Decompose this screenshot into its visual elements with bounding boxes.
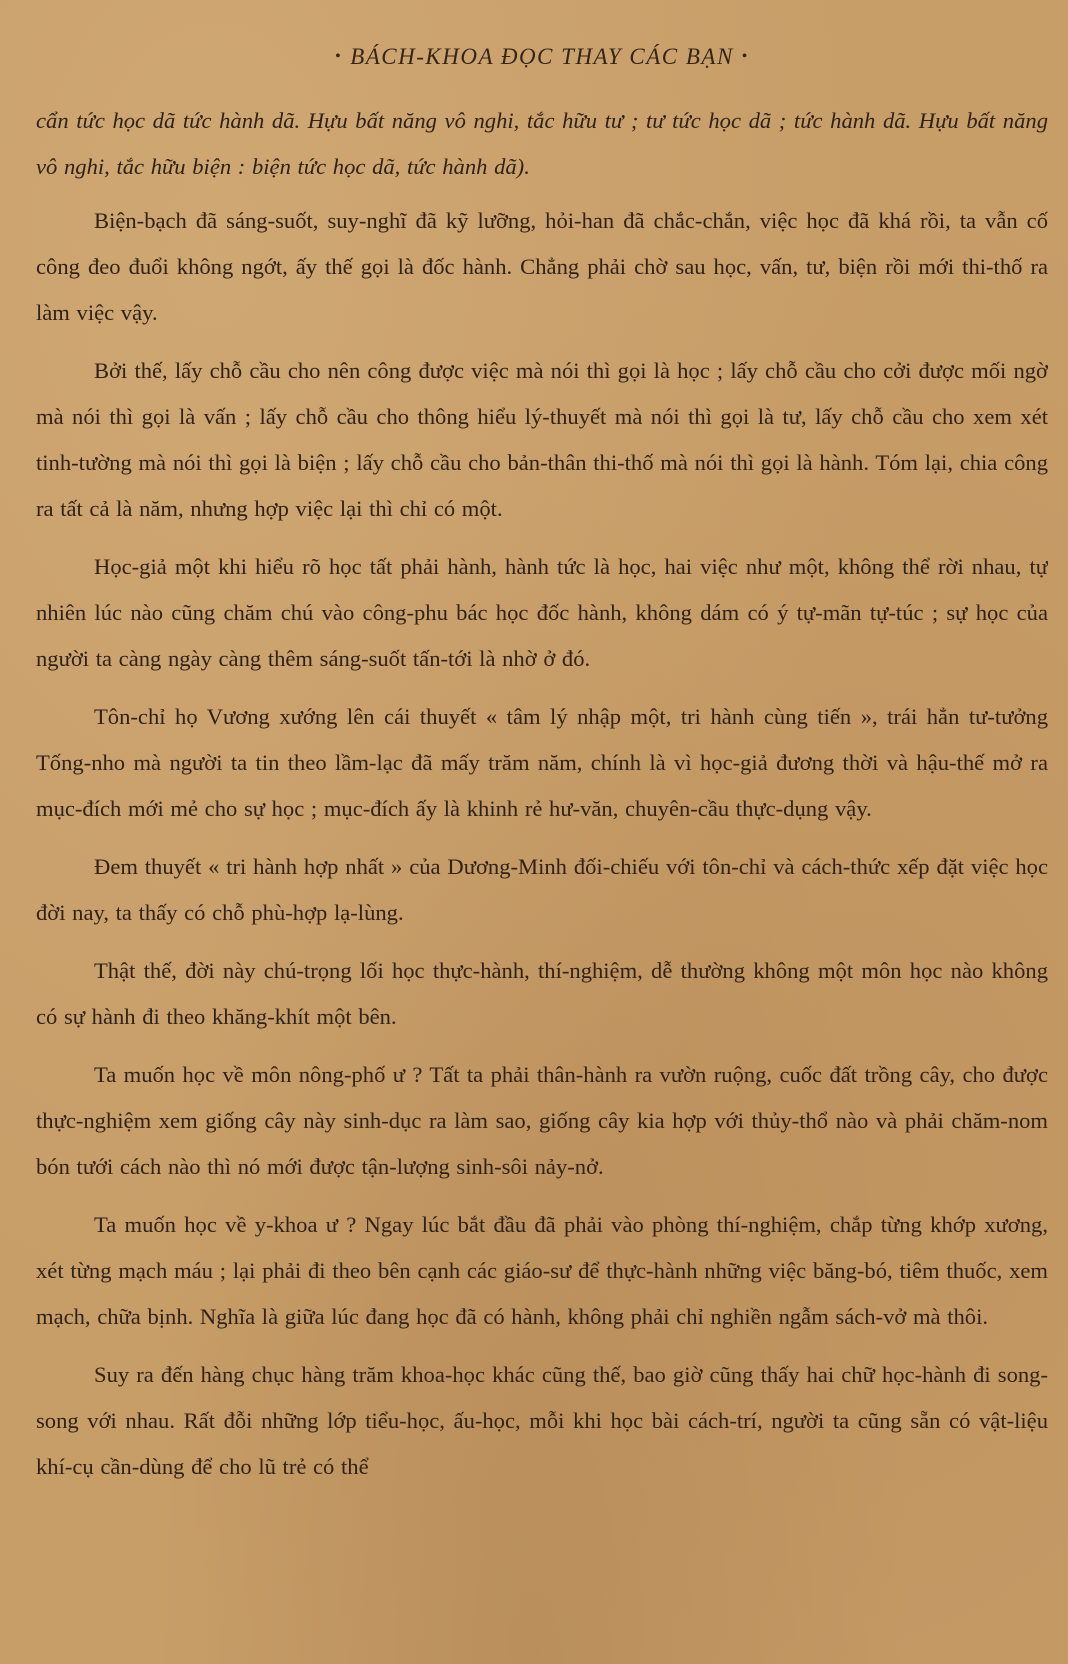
paragraph: Học-giả một khi hiểu rõ học tất phải hành, hành tức là học, hai việc như một, không thể rời nhau, tự nhiên lúc nào cũng chăm chú vào công-phu bác học đốc hành, không dám có ý tự-mãn tự-túc ; sự học của người ta càng ngày càng thêm sáng-suốt tấn-tới là nhờ ở đó. xyxy=(36,554,1048,671)
body-text xyxy=(36,98,1048,1490)
paragraph: Suy ra đến hàng chục hàng trăm khoa-học khác cũng thế, bao giờ cũng thấy hai chữ học-hành đi song-song với nhau. Rất đỗi những lớp tiểu-học, ấu-học, mỗi khi học bài cách-trí, người ta cũng sẵn có vật-liệu khí-cụ cần-dùng để cho lũ trẻ có thể xyxy=(36,1362,1048,1479)
paragraph: Tôn-chỉ họ Vương xướng lên cái thuyết « tâm lý nhập một, tri hành cùng tiến », trái hẳn tư-tưởng Tống-nho mà người ta tin theo lầm-lạc đã mấy trăm năm, chính là vì học-giả đương thời và hậu-thế mở ra mục-đích mới mẻ cho sự học ; mục-đích ấy là khinh rẻ hư-văn, chuyên-cầu thực-dụng vậy. xyxy=(36,704,1048,821)
paragraph: Thật thế, đời này chú-trọng lối học thực-hành, thí-nghiệm, dễ thường không một môn học nào không có sự hành đi theo khăng-khít một bên. xyxy=(36,958,1048,1029)
paragraph-quote-continuation: cẩn tức học dã tức hành dã. Hựu bất năng vô nghi, tắc hữu tư ; tư tức học dã ; tức hành dã. Hựu bất năng vô nghi, tắc hữu biện : biện tức học dã, tức hành dã). xyxy=(36,108,1048,179)
paragraph: Ta muốn học về môn nông-phố ư ? Tất ta phải thân-hành ra vườn ruộng, cuốc đất trồng cây, cho được thực-nghiệm xem giống cây này sinh-dục ra làm sao, giống cây kia hợp với thủy-thổ nào và phải chăm-nom bón tưới cách nào thì nó mới được tận-lượng sinh-sôi nảy-nở. xyxy=(36,1062,1048,1179)
paragraph: Ta muốn học về y-khoa ư ? Ngay lúc bắt đầu đã phải vào phòng thí-nghiệm, chắp từng khớp xương, xét từng mạch máu ; lại phải đi theo bên cạnh các giáo-sư để thực-hành những việc băng-bó, tiêm thuốc, xem mạch, chữa bịnh. Nghĩa là giữa lúc đang học đã có hành, không phải chỉ nghiền ngẫm sách-vở mà thôi. xyxy=(36,1212,1048,1329)
paragraph: Đem thuyết « tri hành hợp nhất » của Dương-Minh đối-chiếu với tôn-chỉ và cách-thức xếp đặt việc học đời nay, ta thấy có chỗ phù-hợp lạ-lùng. xyxy=(36,854,1048,925)
header-bullet-left: • xyxy=(335,48,343,65)
running-header xyxy=(36,44,1048,70)
paragraph: Biện-bạch đã sáng-suốt, suy-nghĩ đã kỹ lưỡng, hỏi-han đã chắc-chắn, việc học đã khá rồi, ta vẫn cố công đeo đuổi không ngớt, ấy thế gọi là đốc hành. Chẳng phải chờ sau học, vấn, tư, biện rồi mới thi-thố ra làm việc vậy. xyxy=(36,208,1048,325)
paragraph: Bởi thế, lấy chỗ cầu cho nên công được việc mà nói thì gọi là học ; lấy chỗ cầu cho cởi được mối ngờ mà nói thì gọi là vấn ; lấy chỗ cầu cho thông hiểu lý-thuyết mà nói thì gọi là tư, lấy chỗ cầu cho xem xét tinh-tường mà nói thì gọi là biện ; lấy chỗ cầu cho bản-thân thi-thố mà nói thì gọi là hành. Tóm lại, chia công ra tất cả là năm, nhưng hợp việc lại thì chỉ có một. xyxy=(36,358,1048,521)
header-title: BÁCH-KHOA ĐỌC THAY CÁC BẠN xyxy=(350,44,734,69)
header-bullet-right: • xyxy=(741,48,749,65)
